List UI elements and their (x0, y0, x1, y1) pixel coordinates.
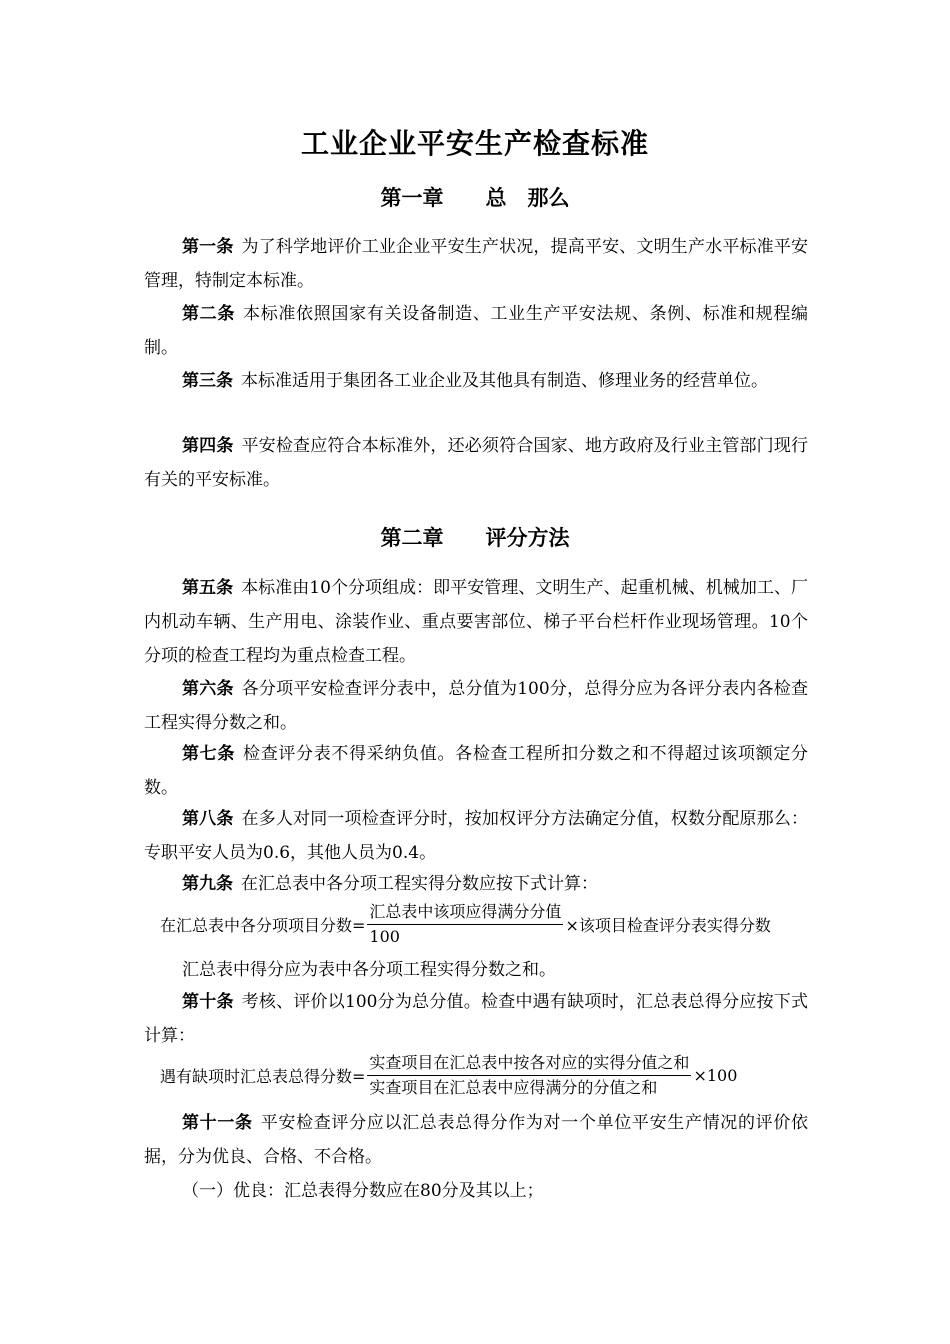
formula-denominator: 实查项目在汇总表中应得满分的分值之和 (369, 1078, 658, 1097)
grade-item-excellent: （一）优良：汇总表得分数应在80分及其以上； (182, 1181, 544, 1201)
formula-numerator: 实查项目在汇总表中按各对应的实得分值之和 (367, 1053, 691, 1076)
article-label: 第一条 (182, 237, 234, 257)
formula-fraction (367, 902, 563, 947)
article-4 (144, 429, 808, 497)
article-label: 第九条 (182, 874, 233, 894)
formula-fraction (367, 1053, 691, 1098)
article-label: 第六条 (182, 679, 234, 699)
article-text: 本标准依照国家有关设备制造、工业生产平安法规、条例、标准和规程编制。 (144, 304, 809, 358)
chapter-2-heading: 第二章 评分方法 (380, 525, 570, 550)
article-1 (144, 230, 808, 298)
chapter-1-heading: 第一章 总 那么 (380, 185, 570, 210)
article-label: 第二条 (182, 304, 236, 324)
article-8 (144, 802, 808, 870)
formula-rhs: ×100 (693, 1066, 738, 1085)
article-text: 检查评分表不得采纳负值。各检查工程所扣分数之和不得超过该项额定分数。 (144, 744, 809, 798)
article-text: 为了科学地评价工业企业平安生产状况，提高平安、文明生产水平标准平安管理，特制定本标准。 (144, 237, 808, 291)
article-text: 各分项平安检查评分表中，总分值为100分，总得分应为各评分表内各检查工程实得分数之和。 (144, 679, 808, 733)
formula-numerator: 汇总表中该项应得满分分值 (367, 902, 563, 925)
article-7 (144, 737, 808, 805)
article-label: 第三条 (182, 371, 233, 391)
article-label: 第七条 (182, 744, 236, 764)
formula-denominator: 100 (369, 927, 400, 946)
article-2 (144, 297, 808, 365)
article-3 (144, 364, 808, 398)
article-label: 第四条 (182, 436, 234, 456)
formula-lhs: 遇有缺项时汇总表总得分数= (160, 1067, 366, 1086)
article-text: 平安检查评分应以汇总表总得分作为对一个单位平安生产情况的评价依据，分为优良、合格、不合格。 (144, 1113, 809, 1167)
formula-rhs: ×该项目检查评分表实得分数 (565, 916, 771, 935)
article-text: 在汇总表中各分项工程实得分数应按下式计算： (241, 874, 598, 894)
article-text: 考核、评价以100分为总分值。检查中遇有缺项时，汇总表总得分应按下式计算： (144, 992, 808, 1046)
article-5 (144, 571, 808, 673)
article-label: 第十一条 (182, 1113, 253, 1133)
article-text: 平安检查应符合本标准外，还必须符合国家、地方政府及行业主管部门现行有关的平安标准。 (144, 436, 808, 490)
document-title: 工业企业平安生产检查标准 (300, 127, 649, 160)
formula-lhs: 在汇总表中各分项项目分数= (160, 916, 366, 935)
article-label: 第十条 (182, 992, 234, 1012)
article-label: 第五条 (182, 578, 234, 598)
formula-note: 汇总表中得分应为表中各分项工程实得分数之和。 (182, 960, 556, 980)
formula-total-score (160, 1053, 737, 1098)
article-9 (144, 867, 808, 901)
article-label: 第八条 (182, 809, 234, 829)
article-11 (144, 1106, 808, 1174)
article-6 (144, 672, 808, 740)
article-text: 在多人对同一项检查评分时，按加权评分方法确定分值，权数分配原那么：专职平安人员为0.6，其他人员为0.4。 (144, 809, 808, 863)
article-10 (144, 985, 808, 1053)
article-text: 本标准适用于集团各工业企业及其他具有制造、修理业务的经营单位。 (241, 371, 768, 391)
formula-item-score (160, 902, 771, 947)
article-text: 本标准由10个分项组成：即平安管理、文明生产、起重机械、机械加工、厂内机动车辆、生产用电、涂装作业、重点要害部位、梯子平台栏杆作业现场管理。10个分项的检查工程均为重点检查工程。 (144, 578, 808, 666)
